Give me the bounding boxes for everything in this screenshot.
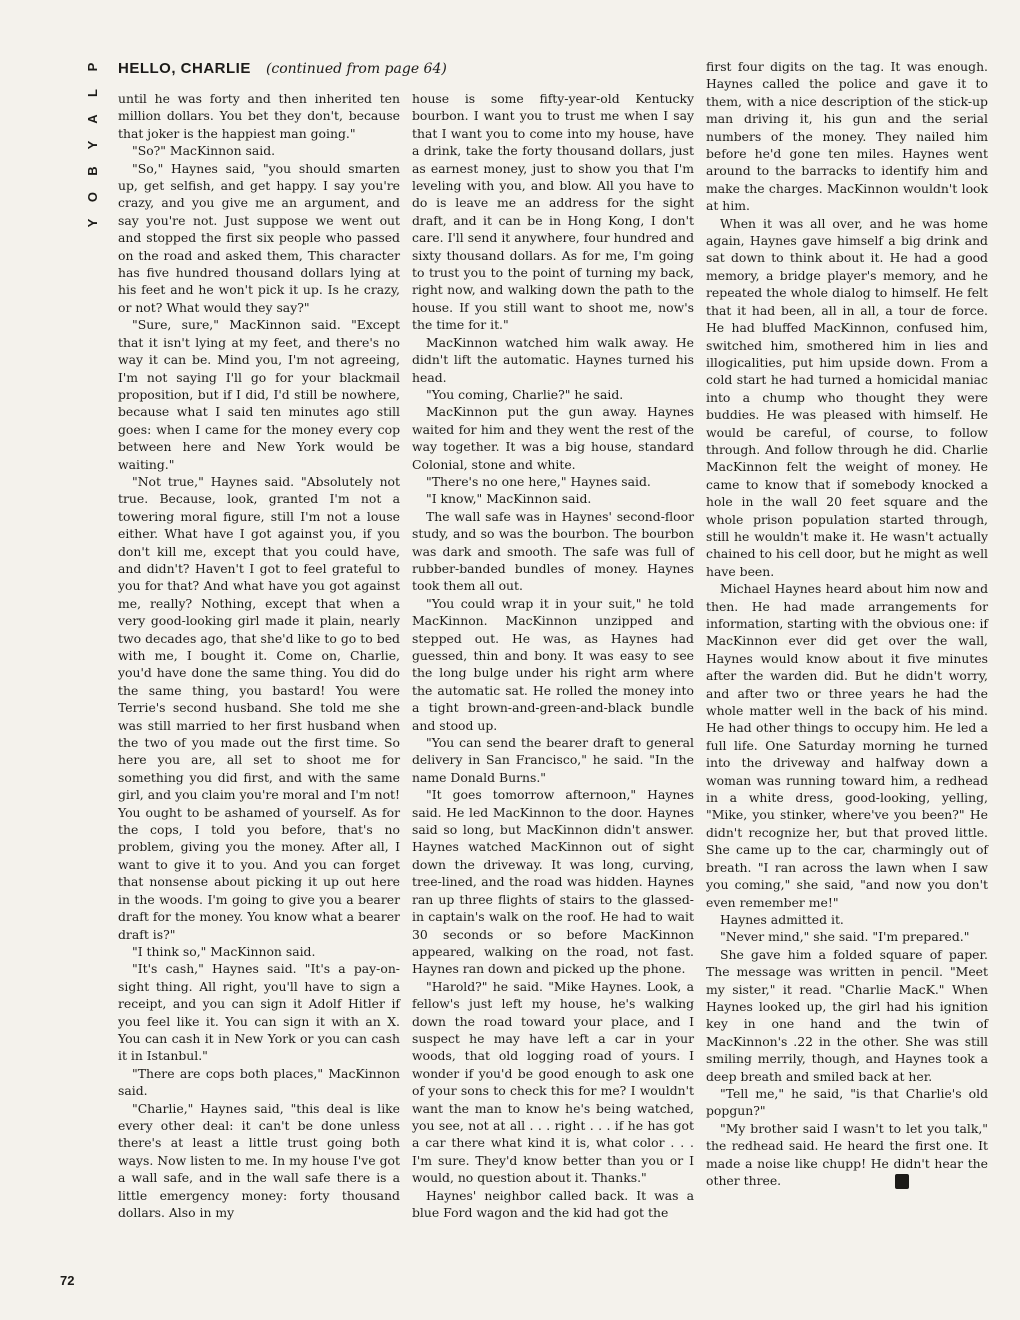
paragraph: When it was all over, and he was home again, Haynes gave himself a big drink and sat down to think about it. He had a good memory, a bridge player's memory, and he repeated the whole dialog to himself. He felt that it had been, all in all, a tour de force. He had bluffed MacKinnon, confused him, switched him, smothered him in lies and illogicalities, put him upside down. From a cold start he had turned a homicidal maniac into a chump who thought they were buddies. He was pleased with himself. He would be careful, of course, to follow through. And follow through he did. Charlie MacKinnon felt the weight of money. He came to know that if somebody knocked a hole in the wall 20 feet square and the whole prison population started through, still he wouldn't make it. He wasn't actually chained to his cell door, but he might as well have been.	[706, 215, 988, 579]
paragraph: "It goes tomorrow afternoon," Haynes said. He led MacKinnon to the door. Haynes said so long, but MacKinnon didn't answer. Haynes watched MacKinnon out of sight down the driveway. It was long, curving, tree-lined, and the road was hidden. Haynes ran up three flights of stairs to the glassed-in captain's walk on the roof. He had to wait 30 seconds or so before MacKinnon appeared, walking on the road, not fast. Haynes ran down and picked up the phone.	[412, 787, 694, 977]
paragraph: "There's no one here," Haynes said.	[426, 473, 651, 489]
paragraph: "My brother said I wasn't to let you talk," the redhead said. He heard the first one. It made a noise like chupp! He didn't hear the other three. ♣	[706, 1120, 988, 1188]
paragraph: Haynes' neighbor called back. It was a blue Ford wagon and the kid had got the	[412, 1187, 694, 1220]
masthead-letter: O	[85, 191, 100, 203]
paragraph: Michael Haynes heard about him now and then. He had made arrangements for information, starting with the obvious one: if MacKinnon ever did get over the wall, Haynes would know about it five minutes after the warden did. But he didn't worry, and after two or three years he had the whole matter well in the back of his mind. He had other things to occupy him. He led a full life. One Saturday morning he turned into the driveway and halfway down a woman was running toward him, a redhead in a white dress, good-looking, yelling, "Mike, you stinker, where've you been?" He didn't recognize her, but that proved little. She came up to the car, charmingly out of breath. "I ran across the lawn when I saw you coming," she said, "and now you don't even remember me!"	[706, 581, 988, 910]
text-column-3	[706, 58, 988, 1189]
paragraph: MacKinnon put the gun away. Haynes waited for him and they went the rest of the way together. It was a big house, standard Colonial, stone and white.	[412, 404, 694, 472]
paragraph: until he was forty and then inherited ten million dollars. You bet they don't, because that joker is the happiest man going."	[118, 91, 400, 141]
masthead-letter: P	[85, 62, 100, 72]
page-number: 72	[60, 1273, 75, 1288]
paragraph: "You can send the bearer draft to general delivery in San Francisco," he said. "In the name Donald Burns."	[412, 735, 694, 785]
paragraph: "It's cash," Haynes said. "It's a pay-on-sight thing. All right, you'll have to sign a receipt, and you can sign it Adolf Hitler if you feel like it. You can sign it with an X. You can cash it in New York or you can cash it in Istanbul."	[118, 961, 400, 1064]
article-title: HELLO, CHARLIE	[118, 60, 251, 77]
paragraph: house is some fifty-year-old Kentucky bourbon. I want you to trust me when I say that I want you to come into my house, have a drink, take the forty thousand dollars, just as earnest money, just to show you that I'm leveling with you, and blow. All you have to do is leave me an address for the sight draft, and it can be in Hong Kong, I don't care. I'll send it anywhere, four hundred and sixty thousand dollars. As for me, I'm going to trust you to the point of turning my back, right now, and walking down the path to the house. If you still want to shoot me, now's the time for it."	[412, 91, 694, 333]
text-column-2	[412, 90, 694, 1221]
paragraph: "You could wrap it in your suit," he told MacKinnon. MacKinnon unzipped and stepped out. He was, as Haynes had guessed, thin and bony. It was easy to see the long bulge under his right arm where the automatic sat. He rolled the money into a tight brown-and-green-and-black bundle and stood up.	[412, 595, 694, 733]
article-header	[118, 58, 447, 77]
magazine-masthead	[82, 54, 106, 314]
paragraph: "You coming, Charlie?" he said.	[426, 386, 624, 402]
continued-note: (continued from page 64)	[265, 61, 447, 77]
paragraph: She gave him a folded square of paper. The message was written in pencil. "Meet my sister," it read. "Charlie MacK." When Haynes looked up, the girl had his ignition key in one hand and the twin of MacKinnon's .22 in the other. She was still smiling merrily, though, and Haynes took a deep breath and smiled back at her.	[706, 946, 988, 1084]
paragraph: "There are cops both places," MacKinnon said.	[118, 1065, 400, 1099]
paragraph: The wall safe was in Haynes' second-floor study, and so was the bourbon. The bourbon was dark and smooth. The safe was full of rubber-banded bundles of money. Haynes took them all out.	[412, 508, 694, 594]
masthead-letter: A	[85, 114, 100, 124]
paragraph: "Sure, sure," MacKinnon said. "Except that it isn't lying at my feet, and there's no way it can be. Mind you, I'm not agreeing, I'm not saying I'll go for your blackmail proposition, but if I did, I'd still be nowhere, because what I said ten minutes ago still goes: when I came for the money every cop between here and New York would be waiting."	[118, 317, 400, 472]
paragraph: "Never mind," she said. "I'm prepared."	[720, 929, 970, 945]
paragraph: "Not true," Haynes said. "Absolutely not true. Because, look, granted I'm not a towering moral figure, still I'm not a louse either. What have I got against you, if you don't kill me, except that you could have, and didn't? Haven't I got to feel grateful to you for that? And what have you got against me, really? Nothing, except that when a very good-looking girl made it plain, nearly two decades ago, that she'd like to go to bed with me, I bought it. Come on, Charlie, you'd have done the same thing. You did do the same thing, you bastard! You were Terrie's second husband. She told me she was still married to her first husband when the two of you made out the first time. So here you are, all set to shoot me for something you did first, and with the same girl, and you claim you're moral and I'm not! You ought to be ashamed of yourself. As for the cops, I told you before, that's no problem, giving you the money. After all, I want to give it to you. And you can forget that nonsense about picking it up out here in the woods. I'm going to give you a bearer draft for the money. You know what a bearer draft is?"	[118, 473, 400, 942]
paragraph: "I know," MacKinnon said.	[426, 491, 592, 507]
paragraph: Haynes admitted it.	[720, 911, 844, 927]
paragraph: "So?" MacKinnon said.	[132, 143, 276, 159]
paragraph: "I think so," MacKinnon said.	[132, 943, 316, 959]
paragraph: "Charlie," Haynes said, "this deal is like every other deal: it can't be done unless there's at least a little trust going both ways. Now listen to me. In my house I've got a wall safe, and in the wall safe there is a little emergency money: forty thousand dollars. Also in my	[118, 1100, 400, 1220]
masthead-letter: Y	[85, 218, 100, 228]
playboy-rabbit-icon: ♣	[895, 1174, 909, 1189]
paragraph: "Harold?" he said. "Mike Haynes. Look, a fellow's just left my house, he's walking down the road toward your place, and I suspect he may have left a car in your woods, that old logging road of yours. I wonder if you'd be good enough to ask one of your sons to check this for me? I wouldn't want the man to know he's being watched, you see, not at all . . . right . . . if he has got a car there what kind it is, what color . . . I'm sure. They'd know better than you or I would, no question about it. Thanks."	[412, 978, 694, 1186]
paragraph: first four digits on the tag. It was enough. Haynes called the police and gave it to them, with a nice description of the stick-up man driving it, his gun and the serial numbers of the money. They nailed him before he'd gone ten miles. Haynes went around to the barracks to identify him and make the charges. MacKinnon wouldn't look at him.	[706, 59, 988, 214]
paragraph: MacKinnon watched him walk away. He didn't lift the automatic. Haynes turned his head.	[412, 334, 694, 385]
masthead-letter: L	[85, 89, 100, 97]
text-column-1	[118, 90, 400, 1221]
masthead-letter: Y	[85, 140, 100, 150]
paragraph: "Tell me," he said, "is that Charlie's old popgun?"	[706, 1085, 988, 1119]
masthead-letter: B	[85, 166, 100, 176]
paragraph: "So," Haynes said, "you should smarten up, get selfish, and get happy. I say you're crazy, and you give me an argument, and say you're not. Just suppose we went out and stopped the first six people who passed on the road and asked them, This character has five hundred thousand dollars lying at his feet and he won't pick it up. Is he crazy, or not? What would they say?"	[118, 160, 400, 315]
